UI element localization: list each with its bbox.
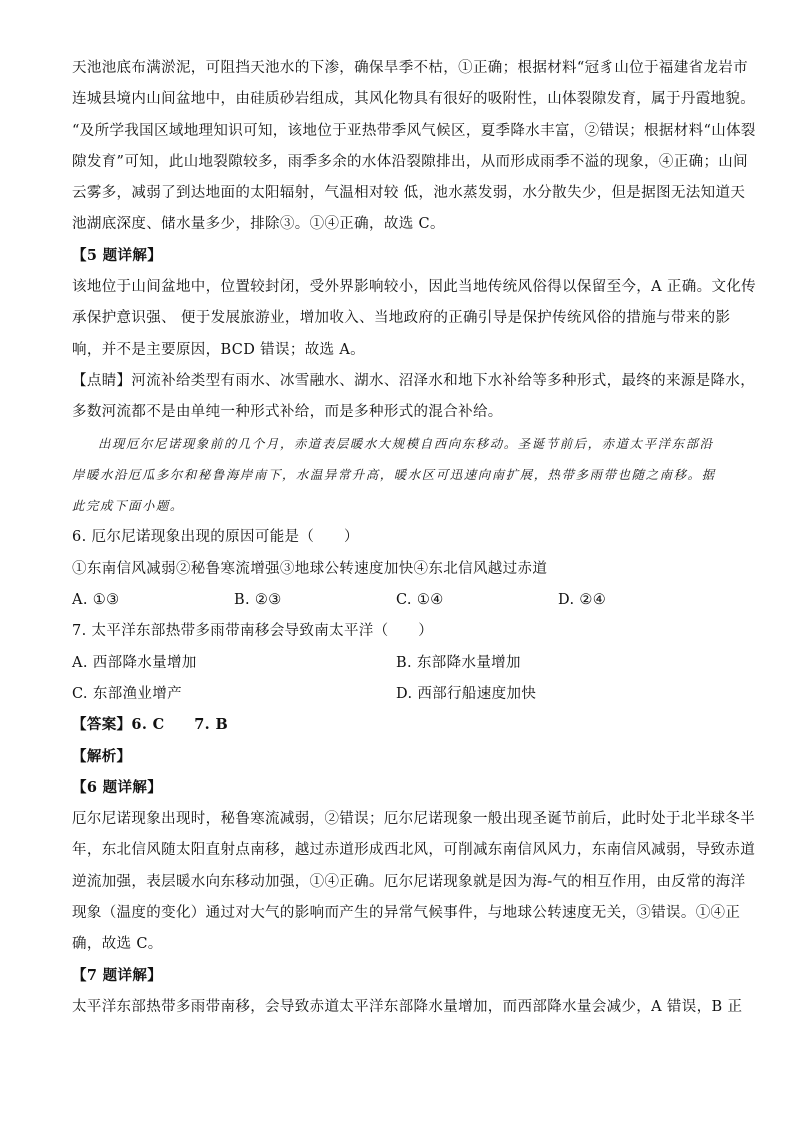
option-c: C. 东部渔业增产 — [72, 685, 182, 702]
option-b: B. 东部降水量增加 — [396, 654, 521, 671]
option-a: A. ①③ — [72, 592, 120, 609]
answer-line: 【答案】6. C 7. B — [72, 716, 229, 734]
text-line: 年，东北信风随太阳直射点南移，越过赤道形成西北风，可削减东南信风风力，东南信风减弱，导致赤道 — [72, 842, 756, 859]
q5-heading: 【5 题详解】 — [72, 246, 163, 264]
text-line: 确，故选 C。 — [72, 936, 163, 953]
text-line: 【点睛】河流补给类型有雨水、冰雪融水、湖水、沼泽水和地下水补给等多种形式，最终的来源是降水， — [72, 372, 756, 389]
q4-explanation — [72, 60, 756, 248]
text-line: 逆流加强，表层暖水向东移动加强，①④正确。厄尔尼诺现象就是因为海-气的相互作用，由反常的海洋 — [72, 873, 746, 890]
option-a: A. 西部降水量增加 — [72, 654, 197, 671]
passage-line: 此完成下面小题。 — [72, 498, 184, 514]
option-d: D. 西部行船速度加快 — [396, 685, 537, 702]
text-line: 隙发育”可知，此山地裂隙较多，雨季多余的水体沿裂隙排出，从而形成雨季不溢的现象，④正确；山间 — [72, 153, 749, 170]
passage-line: 出现厄尔尼诺现象前的几个月，赤道表层暖水大规模自西向东移动。圣诞节前后，赤道太平洋东部沿 — [98, 435, 714, 451]
question-stem: 7. 太平洋东部热带多雨带南移会导致南太平洋（ ） — [72, 623, 434, 640]
q7-heading: 【7 题详解】 — [72, 966, 163, 984]
text-line: 承保护意识强、 便于发展旅游业，增加收入、当地政府的正确引导是保护传统风俗的措施与带来的影 — [72, 310, 731, 327]
q6-explanation — [72, 811, 756, 967]
reading-passage — [72, 436, 722, 530]
passage-line: 岸暖水沿厄瓜多尔和秘鲁海岸南下，水温异常升高，暖水区可迅速向南扩展，热带多雨带也随之南移。据 — [72, 466, 716, 482]
text-line: 太平洋东部热带多雨带南移，会导致赤道太平洋东部降水量增加，而西部降水量会减少，A 错误，B 正 — [72, 998, 743, 1015]
question-items: ①东南信风减弱②秘鲁寒流增强③地球公转速度加快④东北信风越过赤道 — [72, 560, 548, 577]
text-line: 响，并不是主要原因，BCD 错误；故选 A。 — [72, 341, 366, 358]
q7-explanation — [72, 998, 743, 1030]
question-7 — [72, 623, 722, 717]
text-line: 云雾多，减弱了到达地面的太阳辐射，气温相对较 低，池水蒸发弱，水分散失少，但是据图无法知道天 — [72, 185, 746, 202]
question-6 — [72, 529, 722, 623]
text-line: 天池池底布满淤泥，可阻挡天池水的下渗，确保旱季不枯，①正确；根据材料“冠豸山位于福建省龙岩市 — [72, 60, 749, 76]
q5-explanation — [72, 279, 757, 373]
text-line: 多数河流都不是由单纯一种形式补给，而是多种形式的混合补给。 — [72, 404, 503, 421]
option-row — [72, 655, 722, 686]
option-c: C. ①④ — [396, 592, 444, 609]
analysis-heading: 【解析】 — [72, 747, 132, 765]
q6-heading: 【6 题详解】 — [72, 778, 163, 796]
document-page — [72, 60, 757, 1030]
question-stem: 6. 厄尔尼诺现象出现的原因可能是（ ） — [72, 529, 359, 546]
option-b: B. ②③ — [234, 592, 282, 609]
text-line: 池湖底深度、储水量多少，排除③。①④正确，故选 C。 — [72, 216, 445, 233]
tip-section — [72, 372, 756, 436]
option-d: D. ②④ — [558, 592, 607, 609]
option-row — [72, 592, 722, 623]
text-line: 厄尔尼诺现象出现时，秘鲁寒流减弱，②错误；厄尔尼诺现象一般出现圣诞节前后，此时处于北半球冬半 — [72, 811, 756, 828]
text-line: 现象（温度的变化）通过对大气的影响而产生的异常气候事件，与地球公转速度无关，③错误。①④正 — [72, 905, 741, 922]
text-line: “及所学我国区域地理知识可知，该地位于亚热带季风气候区，夏季降水丰富，②错误；根据材料“山体裂 — [72, 122, 756, 139]
text-line: 该地位于山间盆地中，位置较封闭，受外界影响较小，因此当地传统风俗得以保留至今，A 正确。文化传 — [72, 279, 757, 296]
text-line: 连城县境内山间盆地中，由硅质砂岩组成，其风化物具有很好的吸附性，山体裂隙发育，属于丹霞地貌。 — [72, 91, 756, 108]
option-row — [72, 686, 722, 717]
